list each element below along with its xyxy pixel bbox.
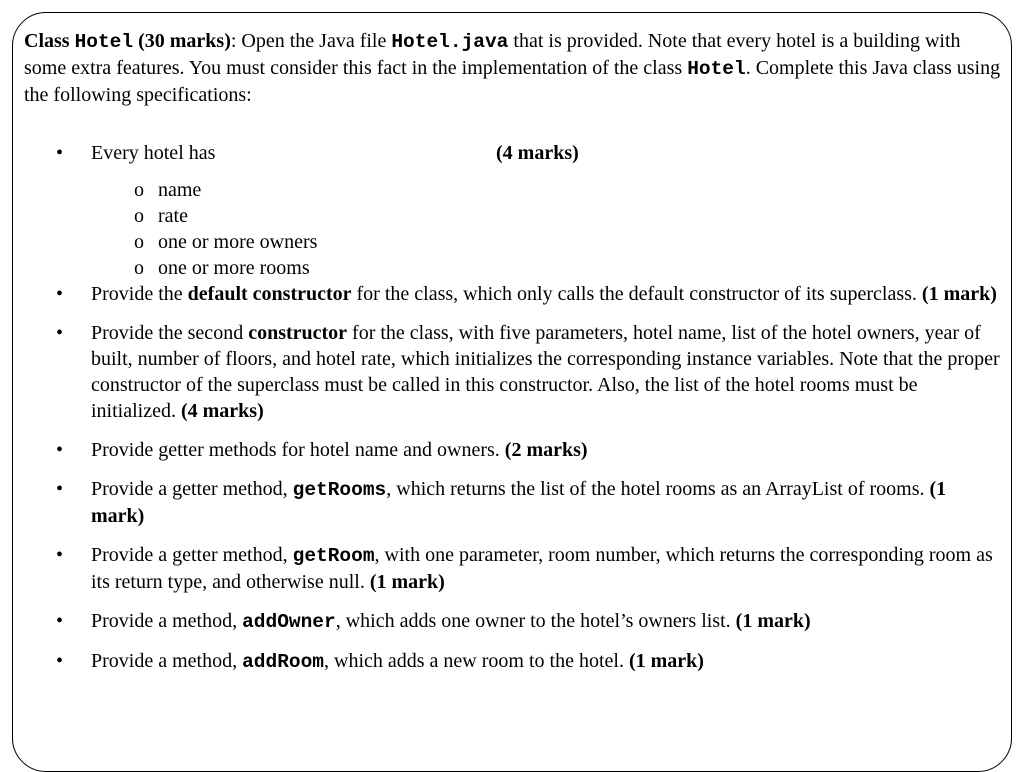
spec-text: Provide getter methods for hotel name and owners. (91, 439, 505, 461)
spec-text: Provide a getter method, (91, 544, 293, 566)
attribute-item (91, 203, 1004, 229)
file-name-code: Hotel.java (391, 31, 509, 53)
spec-text: Provide a method, (91, 650, 243, 672)
spec-keyword: default constructor (187, 283, 352, 305)
bullet-icon: • (56, 322, 64, 344)
question-content (24, 28, 1004, 675)
spec-add-owner (24, 608, 1004, 635)
spec-text: for the class, which only calls the default constructor of its superclass. (351, 283, 922, 305)
spec-text: , with one parameter, room number, which returns the corresponding room as its return type, and otherwise null. (91, 544, 993, 593)
attribute-text: name (158, 179, 202, 201)
attribute-text: one or more owners (158, 231, 318, 253)
class-label: Class (24, 30, 75, 52)
attribute-item (91, 255, 1004, 281)
circle-bullet-icon: o (134, 257, 144, 279)
bullet-icon: • (56, 478, 64, 500)
spec-text: for the class, with five parameters, hotel name, list of the hotel owners, year of built, number of floors, and hotel rate, which initializes the corresponding instance variables. Note that the proper constructor of the superclass must be called in this constructor. Also, the list of the hotel rooms must be initialized. (91, 322, 1000, 422)
spec-marks: (2 marks) (504, 439, 588, 461)
spec-keyword: constructor (248, 322, 348, 344)
spec-default-constructor (24, 281, 1004, 307)
spec-marks: (1 mark) (921, 283, 997, 305)
spec-get-room (24, 542, 1004, 595)
bullet-icon: • (56, 142, 64, 164)
bullet-icon: • (56, 544, 64, 566)
spec-text: Provide the (91, 283, 188, 305)
spec-text: , which returns the list of the hotel rooms as an ArrayList of rooms. (386, 478, 930, 500)
spec-text: Provide a method, (91, 610, 243, 632)
total-marks: (30 marks) (133, 30, 231, 52)
attribute-text: rate (158, 205, 188, 227)
method-name-code: getRooms (292, 479, 387, 501)
intro-text-3: . Complete this Java class using the following specifications: (24, 57, 1001, 106)
bullet-icon: • (56, 610, 64, 632)
spec-marks: (4 marks) (180, 400, 264, 422)
circle-bullet-icon: o (134, 179, 144, 201)
spec-every-hotel (24, 140, 1004, 281)
intro-text-2: that is provided. Note that every hotel is a building with some extra features. You must consider this fact in the implementation of the class (24, 30, 961, 79)
spec-text: , which adds a new room to the hotel. (324, 650, 629, 672)
intro-text-1: : Open the Java file (230, 30, 392, 52)
bullet-icon: • (56, 283, 64, 305)
intro-paragraph (24, 28, 1004, 108)
spec-text: Provide a getter method, (91, 478, 293, 500)
spec-marks: (1 mark) (735, 610, 811, 632)
class-name-code-2: Hotel (687, 58, 746, 80)
spec-marks: (1 mark) (91, 478, 947, 527)
method-name-code: addOwner (242, 611, 336, 633)
spec-getters (24, 437, 1004, 463)
method-name-code: addRoom (242, 651, 325, 673)
attribute-item (91, 177, 1004, 203)
spec-text: Every hotel has (91, 142, 216, 164)
circle-bullet-icon: o (134, 205, 144, 227)
spec-text: Provide the second (91, 322, 249, 344)
method-name-code: getRoom (292, 545, 375, 567)
bullet-icon: • (56, 650, 64, 672)
spec-get-rooms (24, 476, 1004, 529)
class-name-code: Hotel (74, 31, 134, 53)
spec-list (24, 140, 1004, 675)
attribute-item (91, 229, 1004, 255)
circle-bullet-icon: o (134, 231, 144, 253)
bullet-icon: • (56, 439, 64, 461)
spec-marks: (4 marks) (496, 142, 579, 164)
spec-marks: (1 mark) (369, 571, 445, 593)
attribute-text: one or more rooms (158, 257, 310, 279)
spec-marks: (1 mark) (628, 650, 704, 672)
spec-second-constructor (24, 320, 1004, 424)
spec-add-room (24, 648, 1004, 675)
attribute-list (91, 177, 1004, 281)
spec-text: , which adds one owner to the hotel’s owners list. (335, 610, 736, 632)
